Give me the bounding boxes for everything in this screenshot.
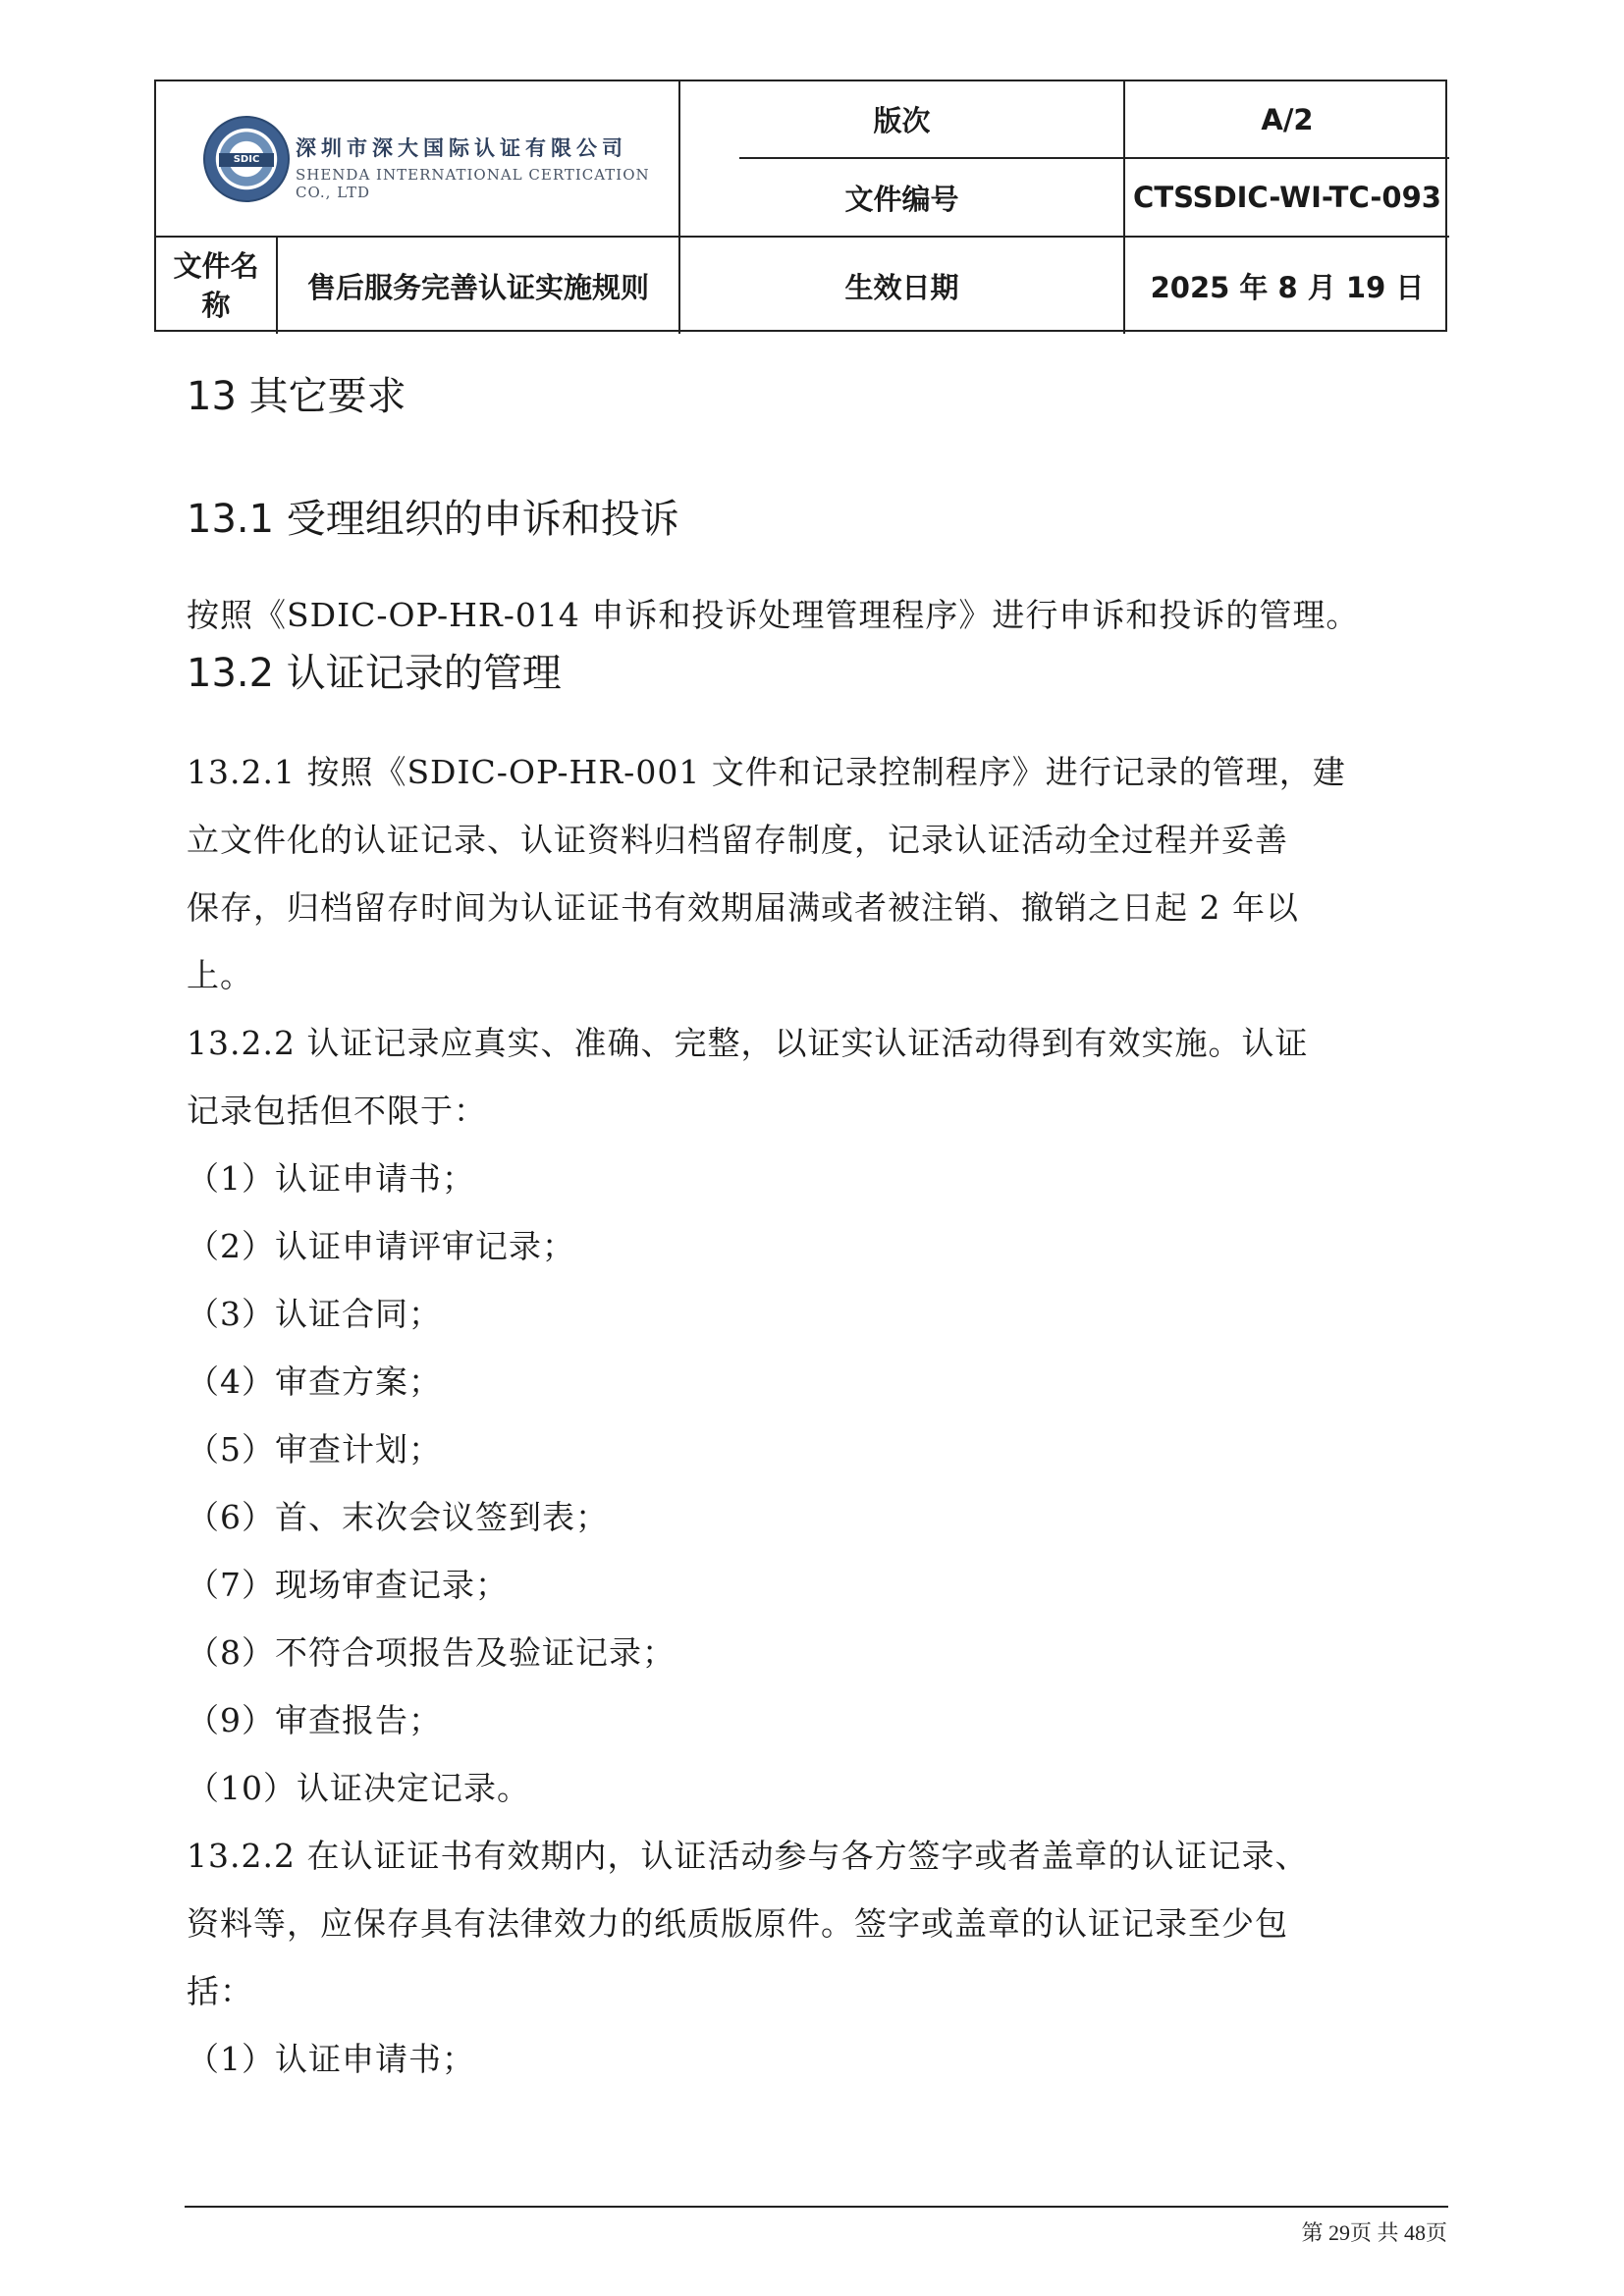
effective-date-label: 生效日期	[844, 270, 959, 304]
list-item: （6）首、末次会议签到表；	[187, 1498, 609, 1536]
document-header-table	[154, 80, 1447, 332]
paragraph-line: 资料等，应保存具有法律效力的纸质版原件。签字或盖章的认证记录至少包	[187, 1904, 1288, 1943]
subsection-13-1-title: 13.1 受理组织的申诉和投诉	[187, 497, 679, 542]
paragraph-line: 括：	[187, 1972, 253, 2010]
company-logo	[156, 81, 679, 237]
paragraph-line: 记录包括但不限于：	[187, 1092, 487, 1130]
list-item: （10）认证决定记录。	[187, 1769, 530, 1807]
section-title: 13 其它要求	[187, 374, 406, 419]
paragraph-line: 上。	[187, 956, 253, 994]
doc-number-label: 文件编号	[844, 182, 959, 216]
list-item: （1）认证申请书；	[187, 1159, 475, 1198]
logo-badge: SDIC	[219, 153, 274, 167]
subsection-13-2-title: 13.2 认证记录的管理	[187, 651, 562, 696]
company-seal-logo-icon	[203, 116, 290, 202]
company-name-en: SHENDA INTERNATIONAL CERTICATION CO., LTD	[296, 166, 650, 201]
company-name-cn: 深圳市深大国际认证有限公司	[296, 136, 627, 160]
list-item: （5）审查计划；	[187, 1430, 442, 1468]
list-item: （2）认证申请评审记录；	[187, 1227, 575, 1265]
footer-divider	[185, 2206, 1448, 2208]
version-label: 版次	[873, 104, 931, 137]
page-number: 第 29页 共 48页	[1301, 2220, 1447, 2245]
list-item: （4）审查方案；	[187, 1362, 442, 1401]
doc-number-value: CTSSDIC-WI-TC-093	[1133, 181, 1441, 214]
paragraph-line: 立文件化的认证记录、认证资料归档留存制度，记录认证活动全过程并妥善	[187, 821, 1288, 859]
effective-date-value: 2025 年 8 月 19 日	[1150, 270, 1425, 304]
list-item: （7）现场审查记录；	[187, 1566, 509, 1604]
list-item: （8）不符合项报告及验证记录；	[187, 1633, 676, 1672]
list-item: （3）认证合同；	[187, 1295, 442, 1333]
doc-name-value: 售后服务完善认证实施规则	[306, 270, 649, 304]
list-item: （1）认证申请书；	[187, 2040, 475, 2078]
paragraph-line: 保存，归档留存时间为认证证书有效期届满或者被注销、撤销之日起 2 年以	[187, 888, 1299, 927]
paragraph-line: 13.2.2 在认证证书有效期内，认证活动参与各方签字或者盖章的认证记录、	[187, 1837, 1309, 1875]
list-item: （9）审查报告；	[187, 1701, 442, 1739]
paragraph-line: 13.2.2 认证记录应真实、准确、完整，以证实认证活动得到有效实施。认证	[187, 1024, 1309, 1062]
paragraph-line: 13.2.1 按照《SDIC-OP-HR-001 文件和记录控制程序》进行记录的管理，建	[187, 753, 1346, 791]
doc-name-label: 文件名称	[173, 249, 259, 322]
version-value: A/2	[1261, 102, 1314, 136]
subsection-13-1-text: 按照《SDIC-OP-HR-014 申诉和投诉处理管理程序》进行申诉和投诉的管理。	[187, 596, 1360, 634]
